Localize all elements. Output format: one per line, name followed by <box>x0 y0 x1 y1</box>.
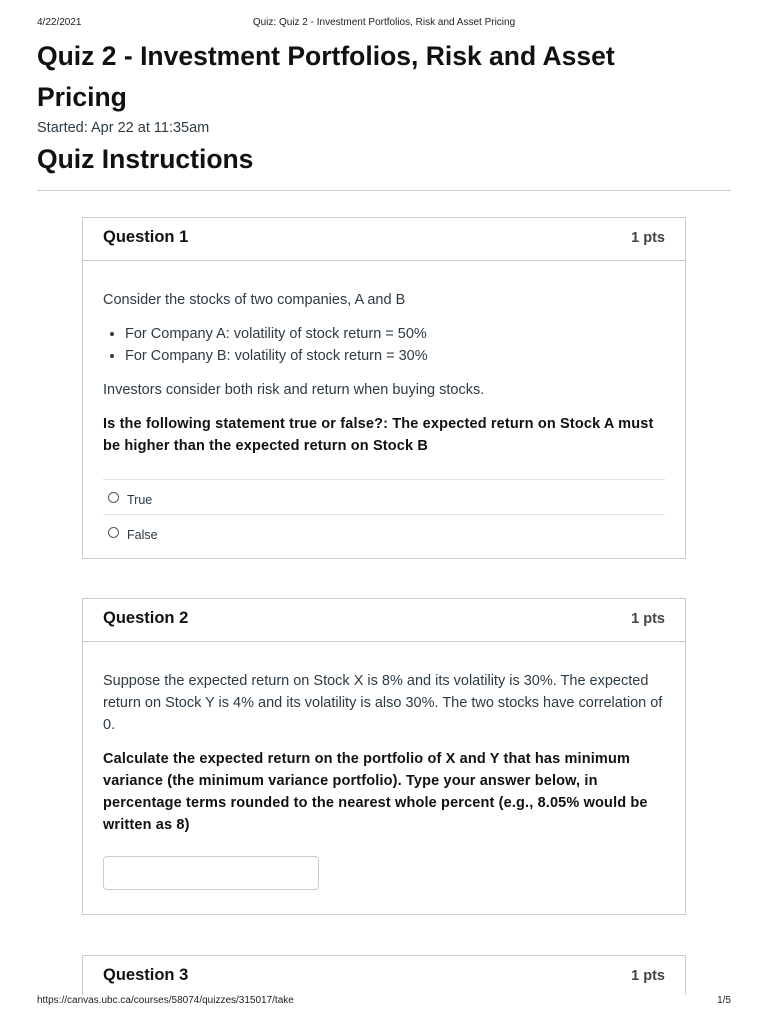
question-prompt: Calculate the expected return on the portfolio of X and Y that has minimum variance (the minimum variance portfolio). Type your answer below, in percentage terms rounded to the nearest whole percent (e.g., 8.05% would be written as 8) <box>103 751 648 833</box>
question-header <box>83 599 685 642</box>
question-points: 1 pts <box>631 230 665 246</box>
radio-button[interactable] <box>108 492 119 503</box>
list-item: • For Company B: volatility of stock return = 30% <box>125 345 665 367</box>
print-header <box>37 17 731 31</box>
quiz-title: Quiz 2 - Investment Portfolios, Risk and Asset Pricing <box>37 41 615 112</box>
answer-list <box>103 479 665 549</box>
question-header <box>83 218 685 261</box>
question-header <box>83 956 685 998</box>
print-url: https://canvas.ubc.ca/courses/58074/quizzes/315017/take <box>37 995 294 1006</box>
question-bullet-list <box>103 323 665 367</box>
question-points: 1 pts <box>631 968 665 984</box>
numeric-answer-input[interactable] <box>103 856 319 890</box>
quiz-started-time: Started: Apr 22 at 11:35am <box>37 120 210 136</box>
question-title: Question 2 <box>103 609 189 627</box>
question-1 <box>82 217 686 559</box>
answer-option-true[interactable] <box>103 480 665 515</box>
question-text: Suppose the expected return on Stock X is 8% and its volatility is 30%. The expected return on Stock Y is 4% and its volatility is also 30%. The two stocks have correlation of 0. <box>103 673 663 733</box>
list-item: • For Company A: volatility of stock return = 50% <box>125 323 665 345</box>
answer-label: False <box>127 528 158 542</box>
question-prompt: Is the following statement true or false?: The expected return on Stock A must be higher than the expected return on Stock B <box>103 416 654 454</box>
answer-label: True <box>127 493 153 507</box>
print-footer <box>37 995 731 1009</box>
print-date: 4/22/2021 <box>37 17 82 28</box>
quiz-instructions-heading: Quiz Instructions <box>37 144 254 174</box>
question-body <box>83 261 685 549</box>
question-title: Question 1 <box>103 228 189 246</box>
question-3 <box>82 955 686 995</box>
radio-button[interactable] <box>108 527 119 538</box>
print-page-title: Quiz: Quiz 2 - Investment Portfolios, Risk and Asset Pricing <box>252 17 516 28</box>
question-context: Investors consider both risk and return when buying stocks. <box>103 382 485 398</box>
header-divider <box>37 190 731 191</box>
question-title: Question 3 <box>103 966 189 984</box>
question-body <box>83 642 685 890</box>
question-intro: Consider the stocks of two companies, A and B <box>103 292 406 308</box>
question-points: 1 pts <box>631 611 665 627</box>
print-page-number: 1/5 <box>717 995 731 1006</box>
question-2 <box>82 598 686 915</box>
answer-option-false[interactable] <box>103 515 665 549</box>
